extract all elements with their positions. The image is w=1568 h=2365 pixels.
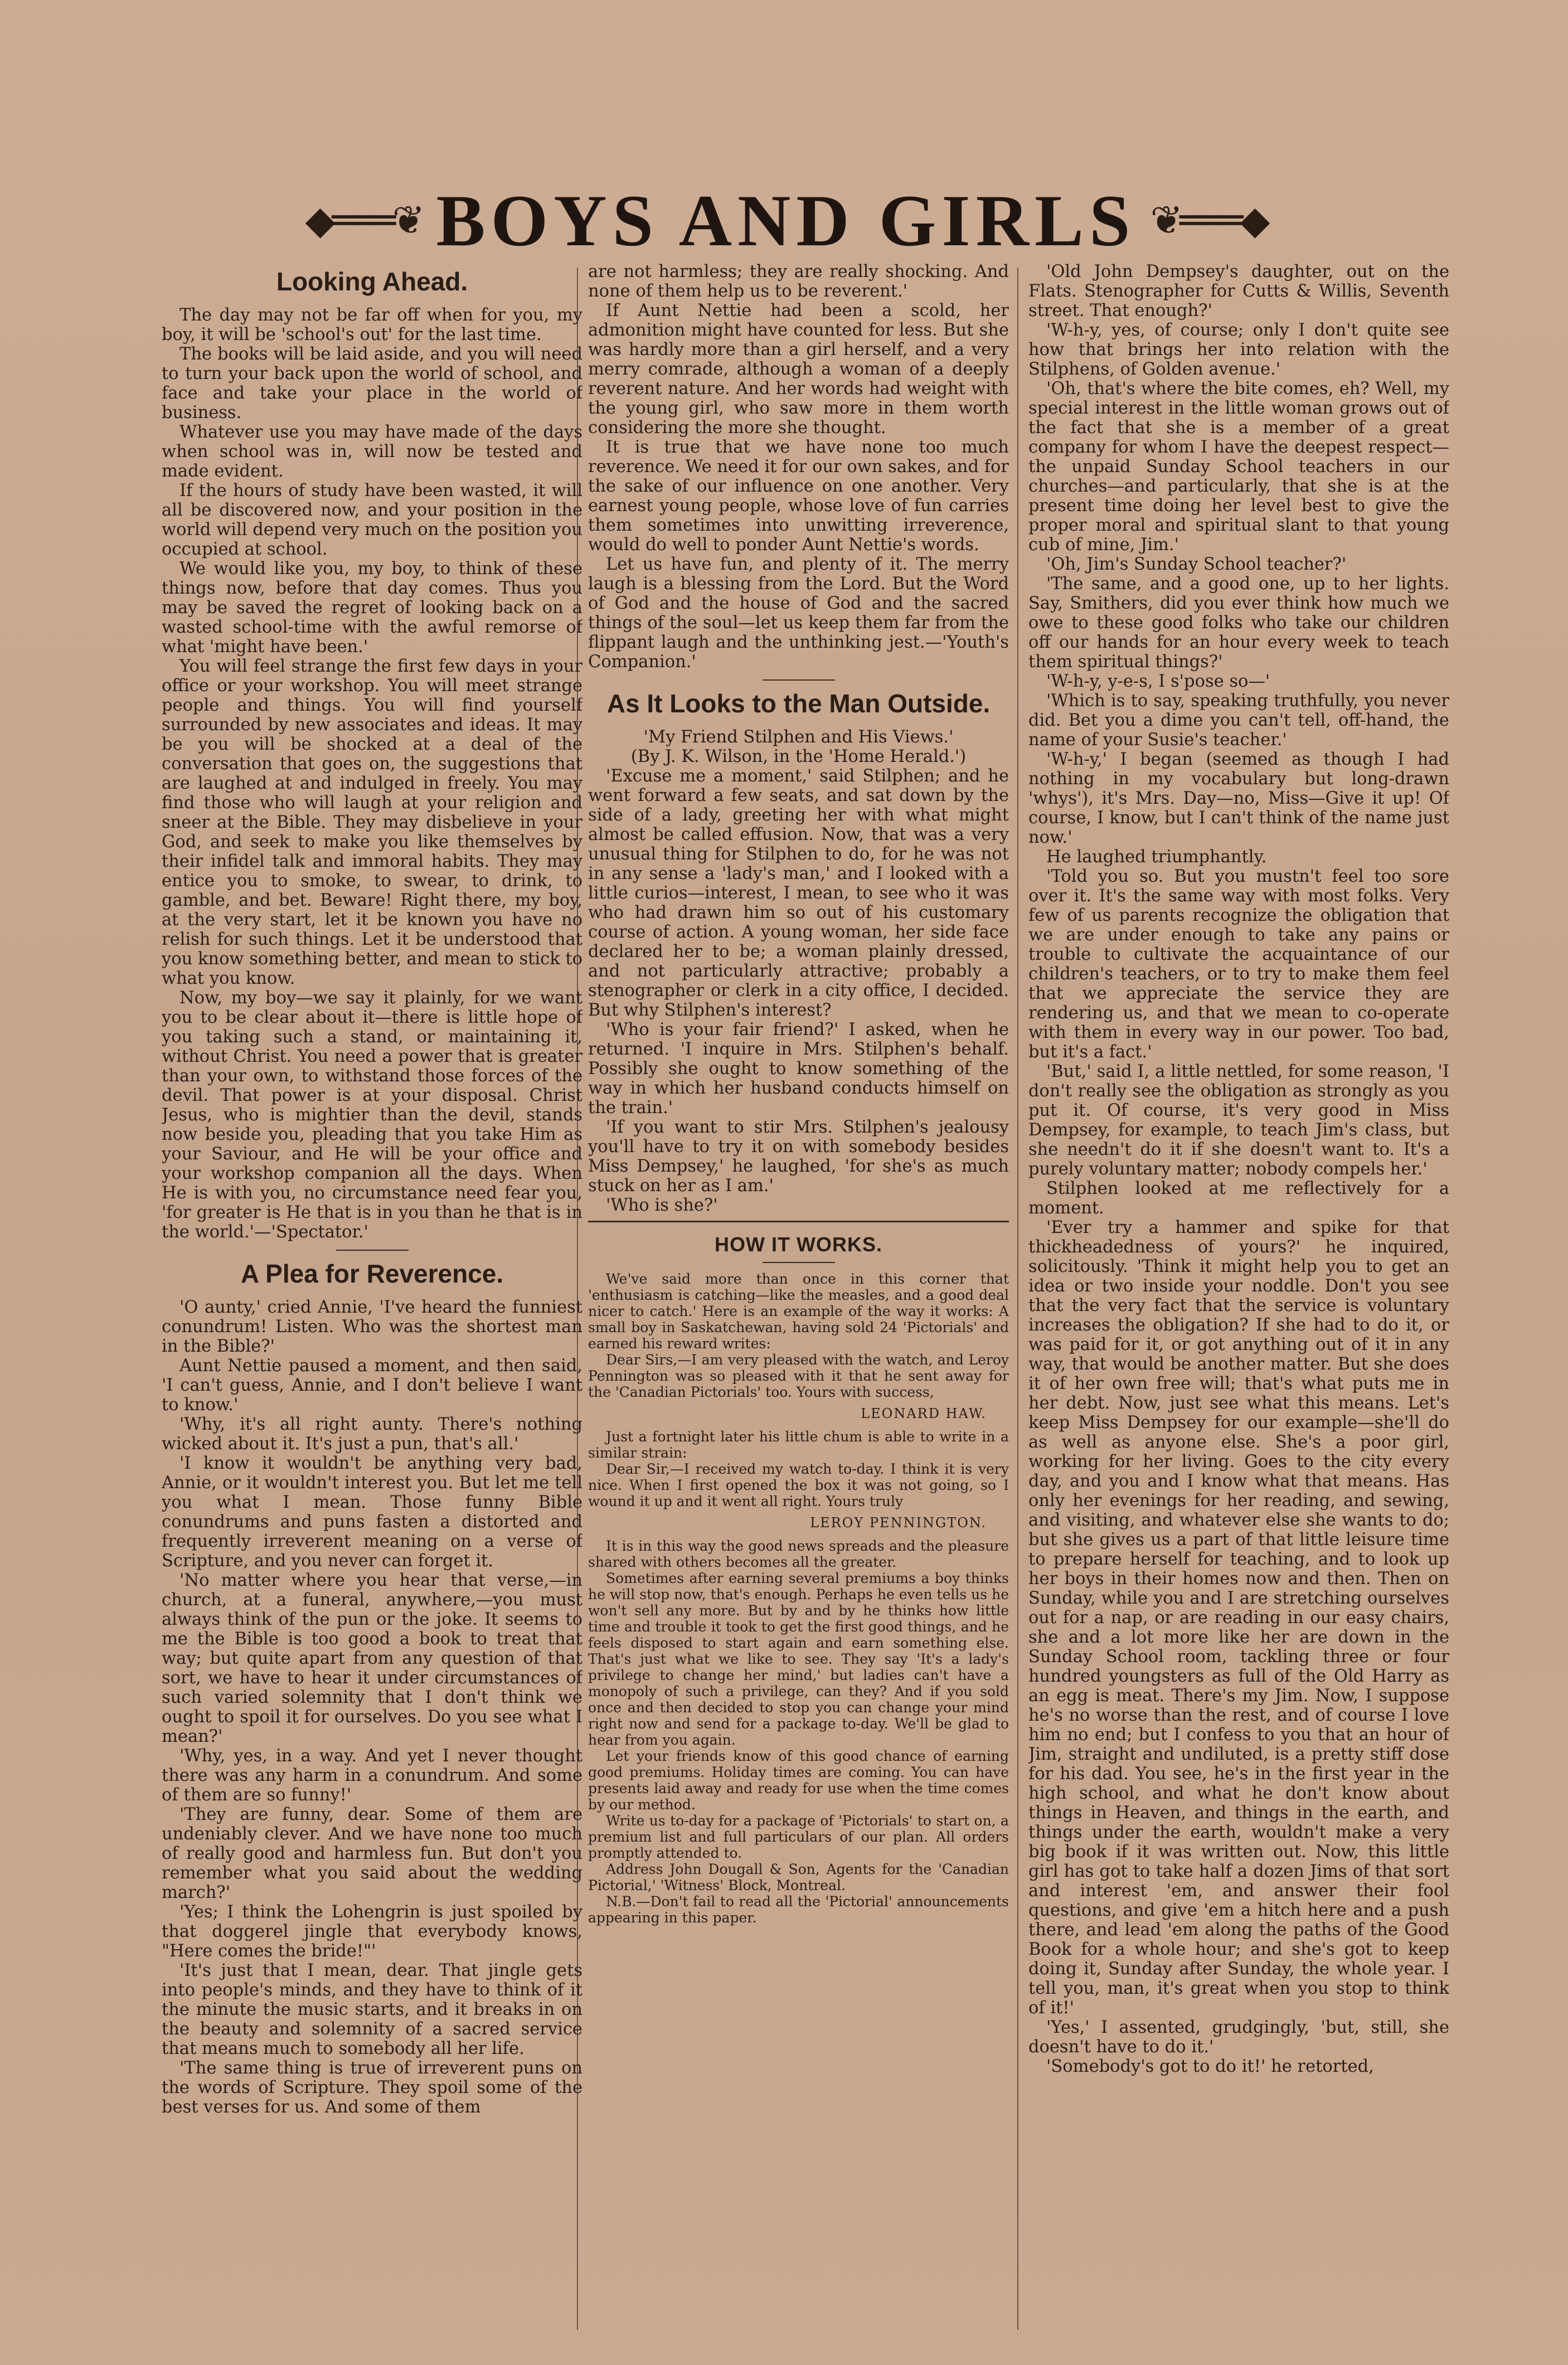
paragraph: 'If you want to stir Mrs. Stilphen's jealousy you'll have to try it on with somebody besides Miss Dempsey,' he laughed, 'for she's as much stuck on her as I am.' <box>588 1118 1009 1196</box>
paragraph: 'But,' said I, a little nettled, for some reason, 'I don't really see the obligation as strongly as you put it. Of course, it's very good in Miss Dempsey, for example, to teach Jim's class, but she needn't do it if she doesn't want to. It's a purely voluntary matter; nobody compels her.' <box>1028 1062 1449 1179</box>
separator <box>336 1250 409 1251</box>
paragraph: It is true that we have none too much reverence. We need it for our own sakes, and for the sake of our influence on one another. Very earnest young people, whose love of fun carries them sometimes into unwitting irreverence, would do well to ponder Aunt Nettie's words. <box>588 438 1009 555</box>
paragraph: 'Yes,' I assented, grudgingly, 'but, still, she doesn't have to do it.' <box>1028 2018 1449 2057</box>
column-3 <box>1028 262 1449 2341</box>
article-heading: A Plea for Reverence. <box>240 1259 504 1288</box>
letter-paragraph: Dear Sirs,—I am very pleased with the watch, and Leroy Pennington was so pleased with it that he sent away for the 'Canadian Pictorials' too. Yours with success, <box>588 1352 1009 1400</box>
paragraph: 'The same thing is true of irreverent puns on the words of Scripture. They spoil some of the best verses for us. And some of them <box>162 2058 582 2117</box>
separator <box>763 679 835 681</box>
separator <box>763 1262 835 1263</box>
paragraph: If the hours of study have been wasted, it will all be discovered now, and your position in the world will depend very much on the position you occupied at school. <box>162 481 582 559</box>
paragraph: Stilphen looked at me reflectively for a moment. <box>1028 1179 1449 1218</box>
byline: 'My Friend Stilphen and His Views.' <box>643 727 954 747</box>
paragraph: Address John Dougall & Son, Agents for the 'Canadian Pictorial,' 'Witness' Block, Montreal. <box>588 1861 1009 1893</box>
column-1 <box>162 262 582 2341</box>
paragraph: We would like you, my boy, to think of these things now, before that day comes. Thus you may be saved the regret of looking back on a wasted school-time with the awful remorse of what 'might have been.' <box>162 559 582 657</box>
page-title: BOYS AND GIRLS <box>436 179 1136 261</box>
paragraph: 'Who is your fair friend?' I asked, when he returned. 'I inquire in Mrs. Stilphen's behalf. Possibly she ought to know something of the way in which her husband conducts himself on the train.' <box>588 1020 1009 1118</box>
paragraph: Let your friends know of this good chance of earning good premiums. Holiday times are coming. You can have presents laid away and ready for use when the time comes by our method. <box>588 1748 1009 1813</box>
paragraph: We've said more than once in this corner that 'enthusiasm is catching—like the measles, and a good deal nicer to catch.' Here is an example of the way it works: A small boy in Saskatchewan, having sold 24 'Pictorials' and earned his reward writes: <box>588 1271 1009 1352</box>
paragraph: are not harmless; they are really shocking. And none of them help us to be reverent.' <box>588 262 1009 301</box>
paragraph: Sometimes after earning several premiums a boy thinks he will stop now, that's enough. Perhaps he even tells us he won't sell any more. But by and by he thinks how little time and trouble it took to get the first good things, and he feels disposed to start again and earn something else. That's just what we like to see. They say 'It's a lady's privilege to change her mind,' but ladies can't have a monopoly of such a privilege, can they? And if you sold once and then decided to stop you can change your mind right now and send for a package to-day. We'll be glad to hear from you again. <box>588 1570 1009 1748</box>
letter-paragraph: Dear Sir,—I received my watch to-day. I think it is very nice. When I first opened the box it was not going, so I wound it up and it went all right. Yours truly <box>588 1461 1009 1509</box>
paragraph: 'W-h-y, y-e-s, I s'pose so—' <box>1046 672 1270 691</box>
paragraph: It is in this way the good news spreads and the pleasure shared with others becomes all the greater. <box>588 1538 1009 1570</box>
paragraph: N.B.—Don't fail to read all the 'Pictorial' announcements appearing in this paper. <box>588 1893 1009 1926</box>
paragraph: 'Told you so. But you mustn't feel too sore over it. It's the same way with most folks. Very few of us parents recognize the obligation that we are under enough to take any pains or trouble to cultivate the acquaintance of our children's teachers, or to try to make them feel that we appreciate the service they are rendering us, and that we mean to co-operate with them in every way in our power. Too bad, but it's a fact.' <box>1028 867 1449 1062</box>
left-ornament-icon: ◆═══❦ <box>305 197 422 243</box>
paragraph: Aunt Nettie paused a moment, and then said, 'I can't guess, Annie, and I don't believe I want to know.' <box>162 1356 582 1415</box>
paragraph: 'Who is she?' <box>606 1196 718 1215</box>
paragraph: You will feel strange the first few days in your office or your workshop. You will meet strange people and things. You will find yourself surrounded by new associates and ideas. It may be you will be shocked at a deal of the conversation that goes on, the suggestions that are laughed at and indulged in freely. You may find those who will laugh at your religion and sneer at the Bible. They may disbelieve in your God, and seek to make you like themselves by their infidel talk and immoral habits. They may entice you to smoke, to swear, to drink, to gamble, and bet. Beware! Right there, my boy, at the very start, let it be known you have no relish for such things. Let it be understood that you know something better, and mean to stick to what you know. <box>162 657 582 988</box>
paragraph: Write us to-day for a package of 'Pictorials' to start on, a premium list and full particulars of our plan. All orders promptly attended to. <box>588 1813 1009 1861</box>
paragraph: 'Why, yes, in a way. And yet I never thought there was any harm in a conundrum. And some of them are so funny!' <box>162 1746 582 1805</box>
paragraph: The day may not be far off when for you, my boy, it will be 'school's out' for the last time. <box>162 305 582 344</box>
paragraph: 'Somebody's got to do it!' he retorted, <box>1046 2057 1374 2076</box>
paragraph: 'O aunty,' cried Annie, 'I've heard the funniest conundrum! Listen. Who was the shortest man in the Bible?' <box>162 1298 582 1356</box>
paragraph: 'W-h-y,' I began (seemed as though I had nothing in my vocabulary but long-drawn 'whys'), it's Mrs. Day—no, Miss—Give it up! Of course, I know, but I can't think of the name just now.' <box>1028 750 1449 847</box>
masthead <box>290 178 1282 262</box>
paragraph: 'They are funny, dear. Some of them are undeniably clever. And we have none too much of really good and harmless fun. But don't you remember what you said about the wedding march?' <box>162 1805 582 1902</box>
paragraph: Just a fortnight later his little chum is able to write in a similar strain: <box>588 1429 1009 1461</box>
paragraph: 'The same, and a good one, up to her lights. Say, Smithers, did you ever think how much we owe to these good folks who take our children off our hands for an hour every week to teach them spiritual things?' <box>1028 574 1449 672</box>
paragraph: If Aunt Nettie had been a scold, her admonition might have counted for less. But she was hardly more than a girl herself, and a very merry comrade, although a woman of a deeply reverent nature. And her words had weight with the young girl, who saw more in them worth considering the more she thought. <box>588 301 1009 438</box>
paragraph: The books will be laid aside, and you will need to turn your back upon the world of school, and face and take your place in the world of business. <box>162 344 582 423</box>
paragraph: 'Old John Dempsey's daughter, out on the Flats. Stenographer for Cutts & Willis, Seventh street. That enough?' <box>1028 262 1449 320</box>
paragraph: 'Yes; I think the Lohengrin is just spoiled by that doggerel jingle that everybody knows, "Here comes the bride!"' <box>162 1902 582 1961</box>
paragraph: Let us have fun, and plenty of it. The merry laugh is a blessing from the Lord. But the Word of God and the house of God and the sacred things of the soul—let us keep them far from the flippant laugh and the unthinking jest.—'Youth's Companion.' <box>588 555 1009 672</box>
how-it-works-box <box>588 1221 1009 1926</box>
letter-signature: LEONARD HAW. <box>861 1406 987 1421</box>
paragraph: 'Excuse me a moment,' said Stilphen; and he went forward a few seats, and sat down by the side of a lady, greeting her with what might almost be called effusion. Now, that was a very unusual thing for Stilphen to do, for he was not in any sense a 'lady's man,' and I looked with a little curios—interest, I mean, to see who it was who had drawn him so out of his customary course of action. A young woman, her side face declared her to be; a woman plainly dressed, and not particularly attractive; probably a stenographer or clerk in a city office, I decided. But why Stilphen's interest? <box>588 766 1009 1020</box>
article-heading: As It Looks to the Man Outside. <box>606 689 991 718</box>
paragraph: 'Oh, that's where the bite comes, eh? Well, my special interest in the little woman grows out of the fact that she is a member of a great company for whom I have the deepest respect—the unpaid Sunday School teachers in our churches—and particularly, that she is at the present time doing her level best to give the proper moral and spiritual slant to that young cub of mine, Jim.' <box>1028 379 1449 555</box>
paragraph: Whatever use you may have made of the days when school was in, will now be tested and made evident. <box>162 423 582 481</box>
paragraph: He laughed triumphantly. <box>1046 847 1267 867</box>
paragraph: 'Oh, Jim's Sunday School teacher?' <box>1046 555 1347 574</box>
paragraph: 'Ever try a hammer and spike for that thickheadedness of yours?' he inquired, solicitously. 'Think it might help you to get an idea or two inside your noddle. Don't you see that the very fact that the service is voluntary increases the obligation? If she had to do it, or was paid for it, or got anything out of it in any way, that would be another matter. But she does it of her own free will; that's what puts me in her debt. Now, just see what this means. Let's keep Miss Dempsey for our example—she'll do as well as anyone else. She's a poor girl, working for her living. Goes to the city every day, and you and I know what that means. Has only her evenings for her reading, and sewing, and visiting, and whatever else she wants to do; but she gives us a part of that little leisure time to prepare herself for teaching, and to look up her boys in their homes now and then. Then on Sunday, while you and I are stretching ourselves out for a nap, or are reading in our easy chairs, she and a lot more like her are down in the Sunday School room, tackling three or four hundred youngsters as full of the Old Harry as an egg is meat. There's my Jim. Now, I suppose he's no worse than the rest, and of course I love him no end; but I confess to you that an hour of Jim, straight and undiluted, is a pretty stiff dose for his dad. You see, he's in the first year in the high school, and what he don't know about things in Heaven, and things in the earth, and things under the earth, wouldn't make a very big book if it was written out. Now, this little girl has got to take half a dozen Jims of that sort and interest 'em, and answer their fool questions, and give 'em a hitch here and a push there, and lead 'em along the paths of the Good Book for a whole hour; and she's got to keep doing it, Sunday after Sunday, the whole year. I tell you, man, it's great when you stop to think of it!' <box>1028 1218 1449 2018</box>
paragraph: 'It's just that I mean, dear. That jingle gets into people's minds, and they have to think of it the minute the music starts, and it breaks in on the beauty and solemnity of a sacred service that means much to somebody all her life. <box>162 1961 582 2058</box>
paragraph: Now, my boy—we say it plainly, for we want you to be clear about it—there is little hope of you taking such a stand, or maintaining it, without Christ. You need a power that is greater than your own, to withstand those forces of the devil. That power is at your disposal. Christ Jesus, who is mightier than the devil, stands now beside you, pleading that you take Him as your Saviour, and He will be your office and your workshop companion all the days. When He is with you, no circumstance need fear you, 'for greater is He that is in you than he that is in the world.'—'Spectator.' <box>162 988 582 1242</box>
box-body <box>588 1271 1009 1926</box>
paragraph: 'Why, it's all right aunty. There's nothing wicked about it. It's just a pun, that's all.' <box>162 1415 582 1454</box>
paragraph: 'W-h-y, yes, of course; only I don't quite see how that brings her into relation with the Stilphens, of Golden avenue.' <box>1028 320 1449 379</box>
box-heading: HOW IT WORKS. <box>715 1233 882 1256</box>
article-heading: Looking Ahead. <box>276 267 468 296</box>
paragraph: 'Which is to say, speaking truthfully, you never did. Bet you a dime you can't tell, off-hand, the name of your Susie's teacher.' <box>1028 691 1449 750</box>
paragraph: 'I know it wouldn't be anything very bad, Annie, or it wouldn't interest you. But let me tell you what I mean. Those funny Bible conundrums and puns fasten a distorted and frequently irreverent meaning on a verse of Scripture, and you never can forget it. <box>162 1454 582 1571</box>
column-2 <box>588 262 1009 2341</box>
byline: (By J. K. Wilson, in the 'Home Herald.') <box>630 747 967 766</box>
right-ornament-icon: ❦═══◆ <box>1150 197 1267 243</box>
letter-signature: LEROY PENNINGTON. <box>810 1515 987 1531</box>
paragraph: 'No matter where you hear that verse,—in church, at a funeral, anywhere,—you must always think of the pun or the joke. It seems to me the Bible is too good a book to treat that way; but quite apart from any question of that sort, we have to hear it under circumstances of such varied solemnity that I don't think we ought to spoil it for ourselves. Do you see what I mean?' <box>162 1571 582 1746</box>
column-rule <box>1017 268 1018 2330</box>
